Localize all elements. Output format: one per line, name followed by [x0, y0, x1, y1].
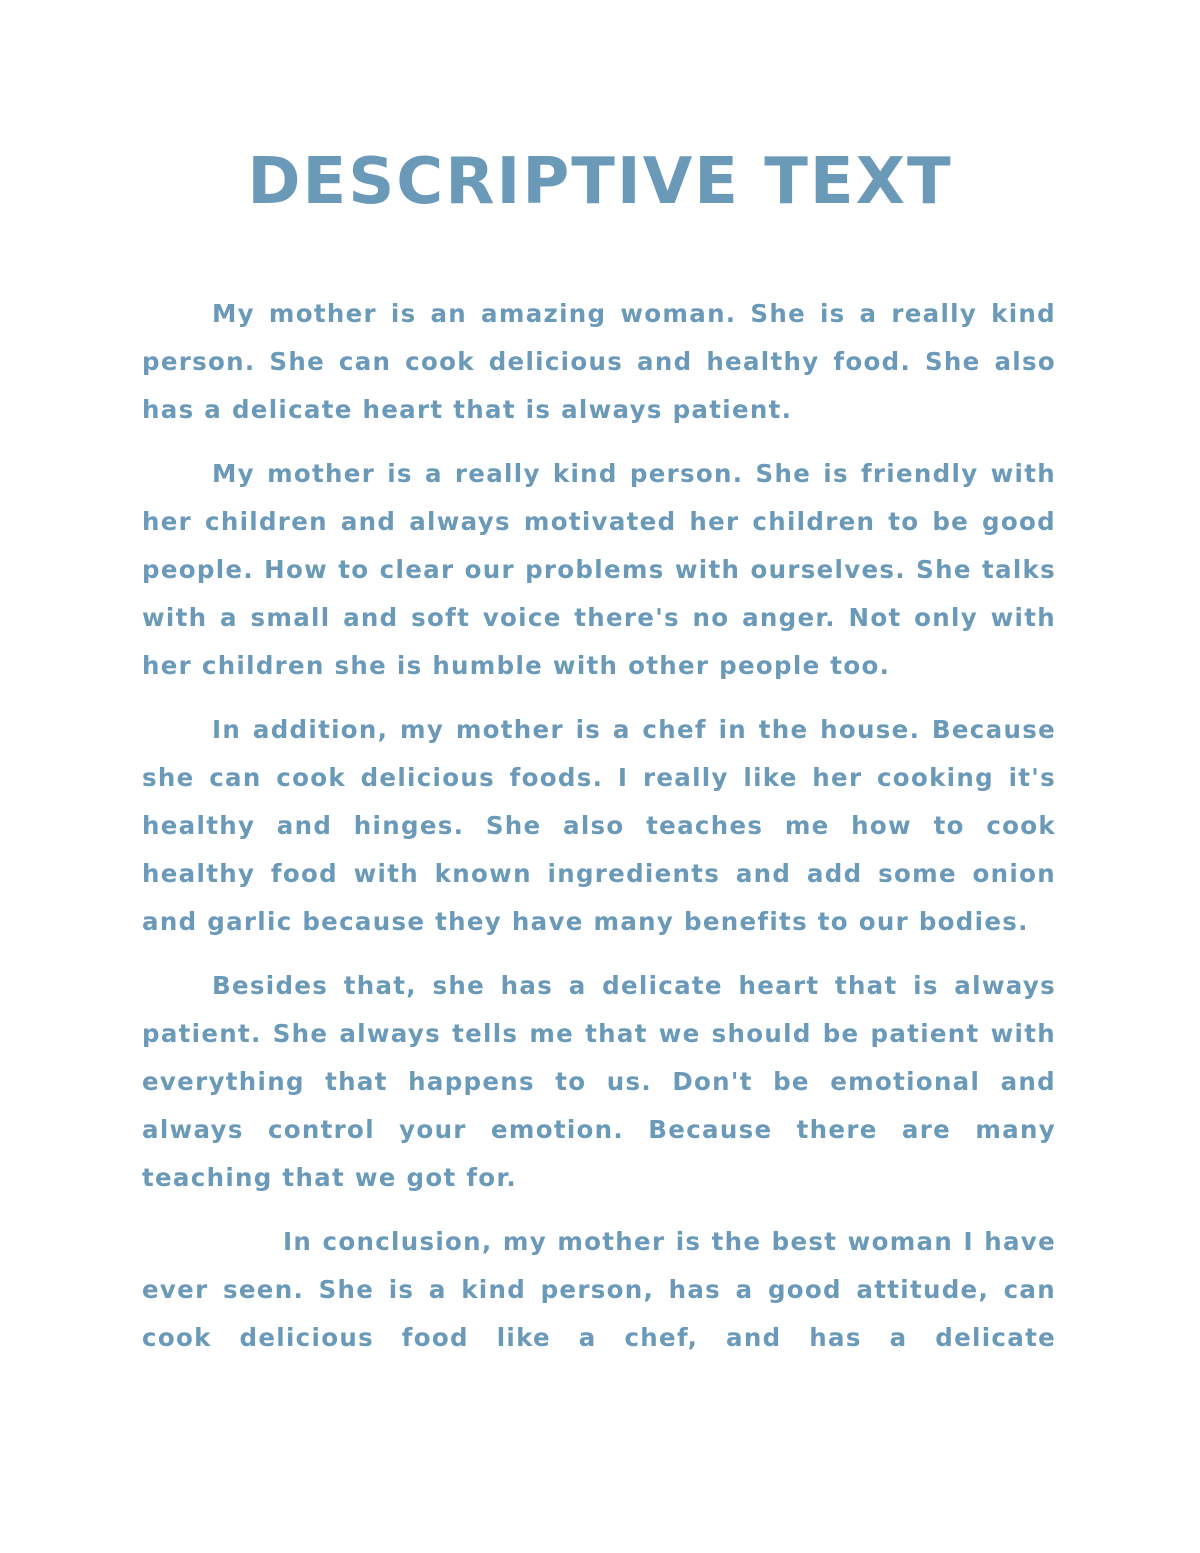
- document-body: [142, 290, 1056, 1362]
- paragraph-conclusion: In conclusion, my mother is the best woman I have ever seen. She is a kind person, has a good attitude, can cook delicious food like a chef, and has a delicate: [142, 1227, 1056, 1352]
- paragraph-kind-person: My mother is a really kind person. She is friendly with her children and always motivated her children to be good people. How to clear our problems with ourselves. She talks with a small and soft voice there's no anger. Not only with her children she is humble with other people too.: [142, 459, 1056, 680]
- paragraph-introduction: My mother is an amazing woman. She is a really kind person. She can cook delicious and healthy food. She also has a delicate heart that is always patient.: [142, 299, 1056, 424]
- paragraph-delicate-heart: Besides that, she has a delicate heart that is always patient. She always tells me that we should be patient with everything that happens to us. Don't be emotional and always control your emotion. Because there are many teaching that we got for.: [142, 971, 1056, 1192]
- paragraph-chef: In addition, my mother is a chef in the house. Because she can cook delicious foods. I really like her cooking it's healthy and hinges. She also teaches me how to cook healthy food with known ingredients and add some onion and garlic because they have many benefits to our bodies.: [142, 715, 1056, 936]
- document-title: DESCRIPTIVE TEXT: [247, 145, 953, 219]
